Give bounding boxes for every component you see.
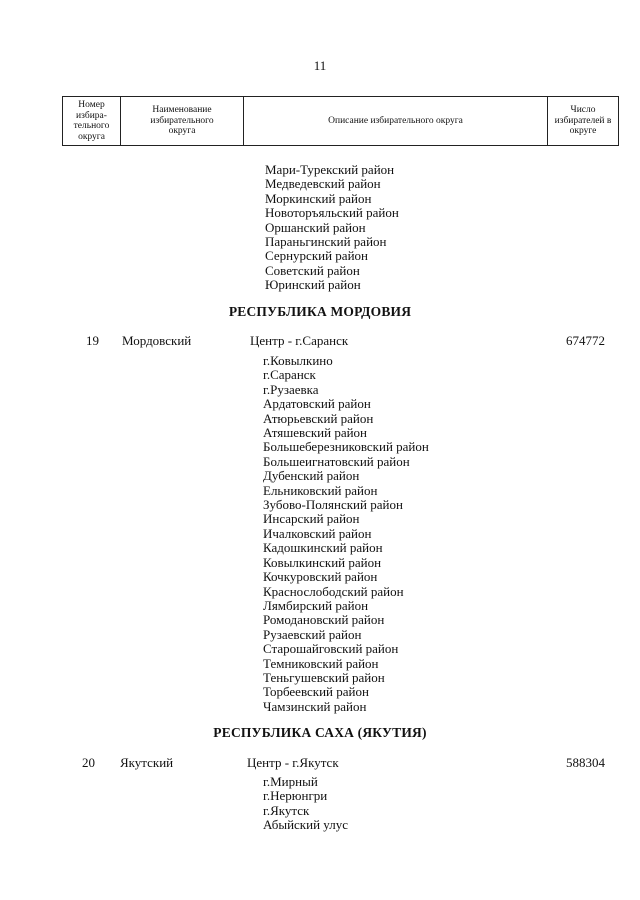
district-composition-list: [263, 775, 348, 833]
list-item: Моркинский район: [265, 190, 372, 206]
table-header: [62, 96, 619, 146]
district-voter-count: 674772: [566, 333, 605, 348]
list-item: Ковылкинский район: [263, 554, 382, 570]
list-item: г.Саранск: [263, 367, 316, 383]
list-item: Мари-Турекский район: [265, 162, 395, 177]
list-item: Ичалковский район: [263, 525, 372, 541]
district-composition-list: [263, 354, 429, 714]
district-name: Якутский: [120, 755, 174, 770]
district-voter-count: 588304: [566, 755, 605, 770]
district-center: Центр - г.Саранск: [250, 333, 349, 348]
list-item: г.Мирный: [263, 774, 318, 789]
list-item: Рузаевский район: [263, 626, 362, 642]
header-district-number: Номер избира- тельного округа: [63, 97, 121, 145]
list-item: Юринский район: [265, 277, 361, 293]
list-item: Краснослободский район: [263, 583, 404, 599]
page-number: 11: [313, 58, 327, 73]
list-item: Ромодановский район: [263, 612, 385, 628]
list-item: Инсарский район: [263, 511, 360, 527]
header-district-name: Наименование избирательного округа: [121, 97, 244, 145]
list-item: г.Ковылкино: [263, 353, 333, 368]
list-item: Ардатовский район: [263, 396, 371, 412]
list-item: Оршанский район: [265, 219, 366, 235]
district-number: 19: [86, 333, 99, 348]
list-item: Сернурский район: [265, 248, 368, 264]
list-item: Советский район: [265, 262, 360, 278]
list-item: Параньгинский район: [265, 234, 387, 250]
list-item: Атяшевский район: [263, 425, 368, 441]
list-item: Дубенский район: [263, 468, 360, 484]
list-item: Темниковский район: [263, 655, 379, 671]
header-district-description: Описание избирательного округа: [244, 97, 548, 145]
list-item: Атюрьевский район: [263, 410, 374, 426]
list-item: Большеберезниковский район: [263, 439, 429, 455]
list-item: Старошайговский район: [263, 641, 399, 657]
list-item: Зубово-Полянский район: [263, 497, 403, 513]
list-item: г.Рузаевка: [263, 381, 319, 397]
list-item: Ельниковский район: [263, 482, 378, 498]
list-item: Чамзинский район: [263, 698, 367, 714]
list-item: Кадошкинский район: [263, 540, 383, 556]
header-voter-count: Число избирателей в округе: [554, 105, 612, 137]
list-item: Большеигнатовский район: [263, 453, 410, 469]
district-number: 20: [82, 755, 95, 770]
list-item: Абыйский улус: [263, 817, 348, 833]
district-center: Центр - г.Якутск: [247, 755, 339, 770]
list-item: Кочкуровский район: [263, 569, 378, 585]
region-heading-sakha: РЕСПУБЛИКА САХА (ЯКУТИЯ): [213, 725, 427, 740]
list-item: Медведевский район: [265, 176, 381, 192]
list-item: г.Якутск: [263, 802, 310, 818]
list-item: Новоторъяльский район: [265, 205, 399, 221]
district-name: Мордовский: [122, 333, 192, 348]
list-item: Торбеевский район: [263, 684, 369, 700]
region-heading-mordovia: РЕСПУБЛИКА МОРДОВИЯ: [228, 304, 412, 319]
list-item: Лямбирский район: [263, 597, 369, 613]
list-item: г.Нерюнгри: [263, 788, 328, 804]
continued-district-list: [265, 163, 399, 293]
list-item: Теньгушевский район: [263, 669, 385, 685]
